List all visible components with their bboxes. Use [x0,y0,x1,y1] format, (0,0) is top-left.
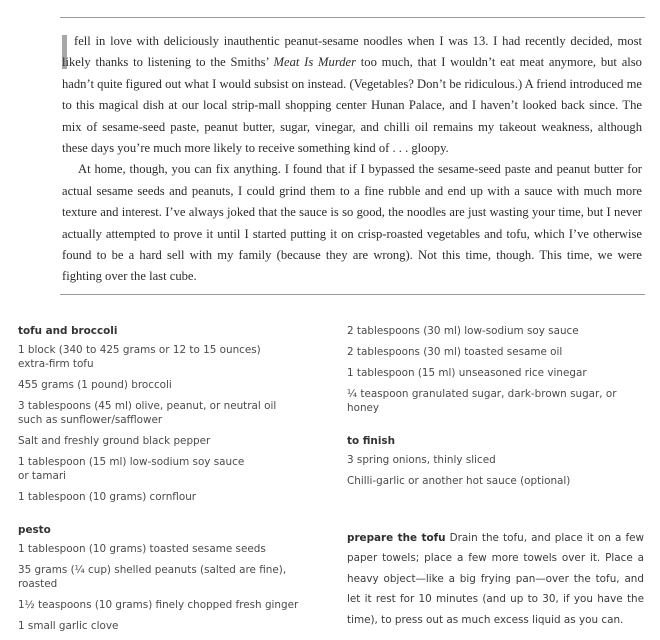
album-title: Meat Is Murder [273,55,357,70]
intro-text [62,31,642,288]
section-title-tofu: tofu and broccoli [18,325,118,337]
ingredient-item: 3 spring onions, thinly sliced [347,454,496,466]
intro-paragraph-1 [62,31,642,159]
top-rule [60,17,645,18]
step-title: prepare the tofu [347,532,446,544]
ingredient-item: 1 block (340 to 425 grams or 12 to 15 ounces) extra-firm tofu [18,344,261,370]
ingredient-item: 1 tablespoon (10 grams) cornflour [18,491,197,503]
ingredient-item: Salt and freshly ground black pepper [18,435,211,447]
section-title-finish: to finish [347,435,395,447]
ingredient-item: 2 tablespoons (30 ml) toasted sesame oil [347,346,563,358]
section-rule [60,294,645,295]
section-title-pesto: pesto [18,524,51,536]
step-text: Drain the tofu, and place it on a few paper towels; place a few more towels over it. Place a heavy object—like a big frying pan—over the tofu, and let it rest for 10 minutes (and up to 30, if you have the time), to press out as much excess liquid as you can. [347,532,644,626]
ingredient-item: 1 tablespoon (15 ml) low-sodium soy sauce or tamari [18,456,245,482]
ingredient-item: 1 tablespoon (10 grams) toasted sesame seeds [18,543,266,555]
ingredient-item: 1½ teaspoons (10 grams) finely chopped fresh ginger [18,599,299,611]
ingredient-item: 1 tablespoon (15 ml) unseasoned rice vinegar [347,367,587,379]
method-step [347,528,644,630]
intro-p1-end: too much, that I wouldn’t eat meat anymore, but also hadn’t quite figured out what I would subsist on instead. (Vegetables? Don’t be ridiculous.) A friend introduced me to this magical dish at our local strip-mall shopping center Hunan Palace, and I haven’t looked back since. The mix of sesame-seed paste, peanut butter, sugar, vinegar, and chilli oil remains my takeout weakness, although these days you’re much more likely to receive something kind of . . . gloopy. [62,55,642,156]
ingredient-item: 35 grams (¼ cup) shelled peanuts (salted are fine), roasted [18,564,287,590]
ingredient-item: ¼ teaspoon granulated sugar, dark-brown sugar, or honey [347,388,617,414]
intro-paragraph-2: At home, though, you can fix anything. I found that if I bypassed the sesame-seed paste and peanut butter for actual sesame seeds and peanuts, I could grind them to a fine rubble and end up with a sauce with much more texture and interest. I’ve always joked that the sauce is so good, the noodles are just wasting your time, but I never actually attempted to prove it until I started putting it on crisp-roasted vegetables and tofu, which I’ve otherwise found to be a hard sell with my family (because they are wrong). Not this time, though. This time, we were fighting over the last cube. [62,162,642,284]
ingredients-left-column [18,323,318,640]
ingredient-item: 1 small garlic clove [18,620,119,632]
ingredients-right-column [347,324,647,495]
ingredient-item: 3 tablespoons (45 ml) olive, peanut, or neutral oil such as sunflower/safflower [18,400,277,426]
intro-p1-start: fell in love with deliciously inauthentic peanut-sesame noodles when I was 13. I had recently decided, most likely thanks to listening to the Smiths’ [62,34,642,70]
ingredient-item: 2 tablespoons (30 ml) low-sodium soy sauce [347,325,579,337]
ingredient-item: Chilli-garlic or another hot sauce (optional) [347,475,571,487]
ingredient-item: 455 grams (1 pound) broccoli [18,379,172,391]
